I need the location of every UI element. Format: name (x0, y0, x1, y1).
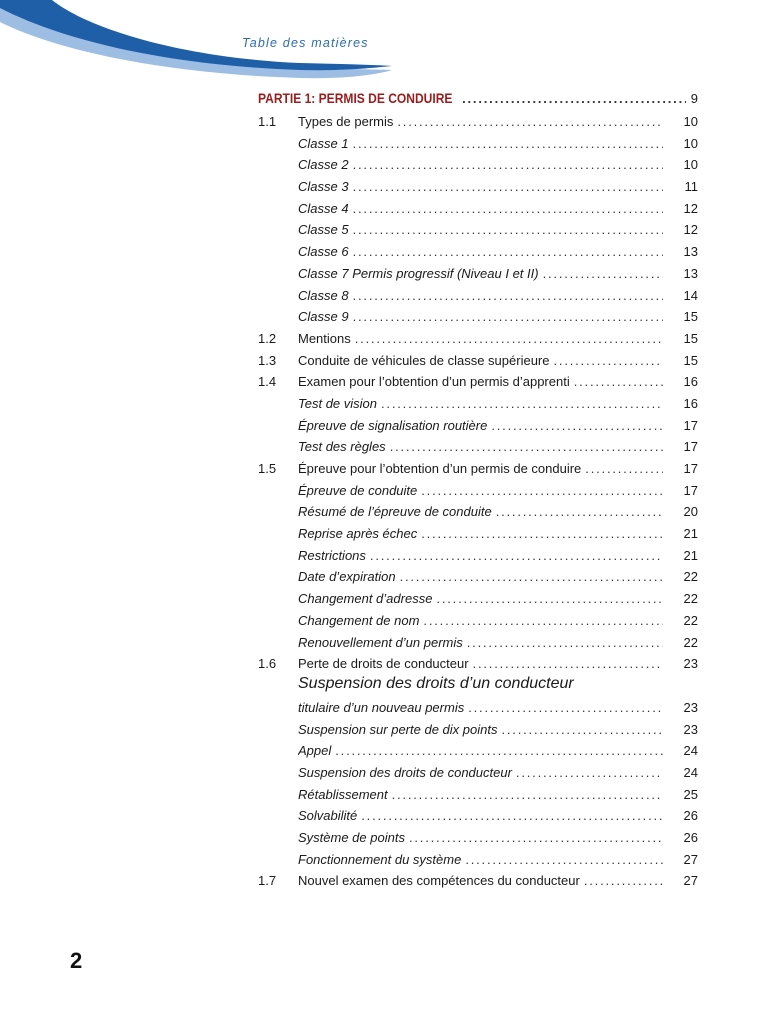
dot-leader (381, 393, 663, 415)
dot-leader (584, 870, 663, 892)
toc-entry-label: Classe 9 (298, 309, 349, 325)
toc-entry[interactable] (258, 501, 698, 523)
toc-entry-label-wrap (298, 306, 663, 328)
dot-leader (467, 632, 663, 654)
toc-entry[interactable] (258, 545, 698, 567)
dot-leader (421, 480, 663, 502)
dot-leader (335, 740, 663, 762)
toc-entry-label: Épreuve de signalisation routière (298, 417, 488, 433)
toc-entry[interactable] (258, 870, 698, 892)
toc-entry-label: Conduite de véhicules de classe supérieure (298, 352, 550, 368)
toc-entry-label: Mentions (298, 330, 351, 346)
toc-entry-label: Classe 1 (298, 135, 349, 151)
toc-entry-label-wrap (298, 610, 663, 632)
part-title: PARTIE 1: PERMIS DE CONDUIRE (258, 90, 453, 106)
toc-entry-label: Test des règles (298, 439, 386, 455)
part-page-number: 9 (690, 91, 698, 106)
dot-leader (353, 241, 663, 263)
dot-leader (409, 827, 663, 849)
dot-leader (353, 306, 663, 328)
toc-entry-label: Reprise après échec (298, 526, 418, 542)
toc-entry[interactable] (258, 740, 698, 762)
toc-entry-page-number: 15 (683, 352, 698, 368)
dot-leader (353, 154, 663, 176)
dot-leader (353, 219, 663, 241)
toc-entry-label-wrap (298, 350, 663, 372)
toc-entry-number: 1.6 (258, 656, 277, 672)
toc-entry-page-number: 13 (683, 244, 698, 260)
toc-entry[interactable] (258, 697, 698, 719)
toc-entry-number: 1.1 (258, 114, 277, 129)
toc-entry-page-number: 16 (683, 374, 698, 390)
toc-entry[interactable] (258, 653, 698, 675)
toc-entry[interactable] (258, 566, 698, 588)
toc-entry-label: Nouvel examen des compétences du conducteur (298, 873, 580, 889)
toc-entry-number: 1.4 (258, 374, 277, 390)
toc-entry-page-number: 24 (683, 743, 698, 759)
toc-entry-page-number: 22 (683, 569, 698, 585)
toc-entry[interactable] (258, 176, 698, 198)
toc-entry-label-wrap (298, 632, 663, 654)
toc-entry-label: Classe 2 (298, 157, 349, 173)
toc-entry-label-wrap (298, 762, 663, 784)
toc-entry[interactable] (258, 784, 698, 806)
toc-entry-label-wrap (298, 111, 663, 133)
toc-entry-label-wrap (298, 436, 663, 458)
table-of-contents (258, 86, 698, 892)
toc-entry-number: 1.7 (258, 873, 277, 889)
dot-leader (355, 328, 663, 350)
toc-entry-number: 1.2 (258, 330, 277, 346)
header-swoosh (0, 0, 768, 90)
dot-leader (353, 198, 663, 220)
toc-entry-label: Appel (298, 743, 332, 759)
dot-leader (468, 697, 663, 719)
toc-entry-label: Rétablissement (298, 786, 388, 802)
toc-entry-page-number: 15 (683, 309, 698, 325)
toc-entry-label-wrap (298, 458, 663, 480)
toc-entry-label-wrap (298, 285, 663, 307)
toc-entry[interactable] (258, 350, 698, 372)
toc-entry[interactable] (258, 393, 698, 415)
toc-entry[interactable] (258, 849, 698, 871)
toc-entry-label: Résumé de l’épreuve de conduite (298, 504, 492, 520)
toc-entry-page-number: 21 (683, 547, 698, 563)
toc-entry-label: Classe 7 Permis progressif (Niveau I et II) (298, 265, 539, 281)
toc-entry-label-wrap (298, 849, 663, 871)
dot-leader (421, 523, 663, 545)
toc-entry-page-number: 21 (683, 526, 698, 542)
toc-entry-label-wrap (298, 784, 663, 806)
toc-entry-label-wrap (298, 740, 663, 762)
toc-entry-label: Date d’expiration (298, 569, 396, 585)
toc-entry-page-number: 10 (683, 114, 698, 129)
toc-entry-label: Classe 4 (298, 200, 349, 216)
toc-entry-page-number: 15 (683, 330, 698, 346)
toc-entry-label-wrap (298, 653, 663, 675)
toc-entry-label: titulaire d’un nouveau permis (298, 699, 465, 715)
toc-entry[interactable] (258, 154, 698, 176)
toc-entry[interactable] (258, 632, 698, 654)
dot-leader (353, 176, 663, 198)
dot-leader (585, 458, 663, 480)
toc-entry-page-number: 10 (683, 157, 698, 173)
toc-entry-label: Épreuve pour l’obtention d’un permis de conduire (298, 461, 582, 476)
toc-entry-label-wrap (298, 415, 663, 437)
toc-entry[interactable] (258, 762, 698, 784)
dot-leader (436, 588, 663, 610)
dot-leader (543, 263, 663, 285)
toc-entry-label-wrap (298, 501, 663, 523)
toc-entry-label-wrap (298, 719, 663, 741)
toc-entry-label: Classe 3 (298, 179, 349, 195)
toc-entry-label-wrap (298, 393, 663, 415)
toc-entry-page-number: 13 (683, 265, 698, 281)
toc-entry-page-number: 17 (683, 439, 698, 455)
toc-entry-label: Changement de nom (298, 612, 420, 628)
dot-leader (353, 285, 663, 307)
toc-entry[interactable] (258, 285, 698, 307)
toc-entry-label: Solvabilité (298, 808, 358, 824)
toc-entry[interactable] (258, 198, 698, 220)
toc-entry-label-wrap (298, 133, 663, 155)
toc-entry-page-number: 27 (683, 851, 698, 867)
toc-entry-label-wrap (298, 480, 663, 502)
toc-entry-label-wrap (298, 805, 663, 827)
toc-entry[interactable] (258, 523, 698, 545)
toc-entry-label-wrap (298, 263, 663, 285)
toc-entry-label: Types de permis (298, 114, 394, 129)
toc-entry[interactable] (258, 436, 698, 458)
toc-entry-number: 1.5 (258, 461, 277, 476)
toc-entry-label-wrap (298, 198, 663, 220)
toc-entry-label: Examen pour l’obtention d’un permis d’apprenti (298, 374, 570, 390)
dot-leader (370, 545, 663, 567)
toc-entry[interactable] (258, 610, 698, 632)
dot-leader (473, 653, 663, 675)
toc-entry-page-number: 23 (683, 656, 698, 672)
dot-leader (390, 436, 663, 458)
dot-leader (501, 719, 663, 741)
toc-entry-page-number: 17 (683, 482, 698, 498)
toc-entry-label: Classe 6 (298, 244, 349, 260)
dot-leader (392, 784, 663, 806)
toc-entry-label-wrap (298, 827, 663, 849)
dot-leader (491, 415, 663, 437)
toc-entry-page-number: 14 (683, 287, 698, 303)
toc-entry[interactable] (258, 111, 698, 133)
toc-entry-label-wrap (298, 523, 663, 545)
toc-entry-label-wrap (298, 566, 663, 588)
toc-entry[interactable] (258, 241, 698, 263)
dot-leader (353, 133, 663, 155)
toc-entry[interactable] (258, 480, 698, 502)
toc-entry-page-number: 22 (683, 634, 698, 650)
toc-entry-page-number: 12 (683, 222, 698, 238)
toc-entry-label: Suspension des droits de conducteur (298, 764, 512, 780)
dot-leader (361, 805, 663, 827)
toc-entry-page-number: 25 (683, 786, 698, 802)
toc-entry-page-number: 12 (683, 200, 698, 216)
toc-entry-page-number: 20 (683, 504, 698, 520)
dot-leader (554, 350, 664, 372)
toc-entry[interactable] (258, 827, 698, 849)
toc-entry-page-number: 17 (683, 417, 698, 433)
toc-entry-page-number: 23 (683, 699, 698, 715)
toc-entry-label-wrap (298, 241, 663, 263)
toc-entry-label-wrap (298, 545, 663, 567)
toc-entry-page-number: 27 (683, 873, 698, 889)
toc-entry[interactable] (258, 133, 698, 155)
page-folio: 2 (70, 948, 83, 973)
toc-part-heading[interactable] (258, 86, 698, 111)
dot-leader (496, 501, 663, 523)
dot-leader (423, 610, 663, 632)
toc-entry-label: Système de points (298, 830, 405, 845)
dot-leader (400, 566, 663, 588)
toc-entry-label-wrap (298, 588, 663, 610)
toc-entry[interactable] (258, 805, 698, 827)
toc-entry-label: Test de vision (298, 395, 378, 411)
dot-leader (465, 849, 663, 871)
toc-entry[interactable] (258, 588, 698, 610)
toc-entry-label: Renouvellement d’un permis (298, 634, 463, 650)
dot-leader (516, 762, 663, 784)
toc-entry-page-number: 10 (683, 135, 698, 151)
toc-entry-label: Classe 8 (298, 287, 349, 303)
toc-entry-page-number: 23 (683, 721, 698, 737)
toc-entry-page-number: 17 (683, 461, 698, 476)
toc-entry-page-number: 22 (683, 591, 698, 607)
toc-entry-label: Fonctionnement du système (298, 851, 462, 867)
toc-entry-label-wrap (298, 697, 663, 719)
part-label-wrap (258, 86, 686, 111)
toc-entry-label: Restrictions (298, 547, 366, 563)
toc-entry-label: Classe 5 (298, 222, 349, 238)
toc-entry-label-wrap (298, 870, 663, 892)
toc-entry-label-wrap (298, 154, 663, 176)
toc-entry-label-line1: Suspension des droits d’un conducteur (298, 674, 574, 692)
toc-entry-page-number: 22 (683, 612, 698, 628)
dot-leader (462, 86, 686, 111)
toc-entry[interactable] (258, 219, 698, 241)
toc-entry-label-wrap (298, 176, 663, 198)
toc-entry[interactable] (258, 328, 698, 350)
toc-entry-label: Changement d’adresse (298, 591, 433, 607)
toc-entry[interactable] (258, 719, 698, 741)
toc-entry-label: Épreuve de conduite (298, 482, 418, 498)
toc-entry-label-wrap (298, 371, 663, 393)
toc-entry-page-number: 26 (683, 830, 698, 845)
header-title: Table des matières (242, 36, 369, 50)
toc-entry-page-number: 11 (684, 179, 698, 195)
toc-entry[interactable] (258, 415, 698, 437)
toc-entry-label-wrap (298, 328, 663, 350)
toc-entry[interactable] (258, 458, 698, 480)
toc-entry[interactable] (258, 306, 698, 328)
toc-entry[interactable] (258, 263, 698, 285)
toc-entry-label-wrap (298, 219, 663, 241)
toc-entry-label: Perte de droits de conducteur (298, 656, 469, 672)
toc-entry-number: 1.3 (258, 352, 277, 368)
toc-entry-page-number: 16 (683, 395, 698, 411)
toc-entry-label: Suspension sur perte de dix points (298, 721, 498, 737)
dot-leader (397, 111, 663, 133)
toc-entry-page-number: 26 (683, 808, 698, 824)
dot-leader (574, 371, 663, 393)
toc-entry-page-number: 24 (683, 764, 698, 780)
toc-entry[interactable] (258, 371, 698, 393)
